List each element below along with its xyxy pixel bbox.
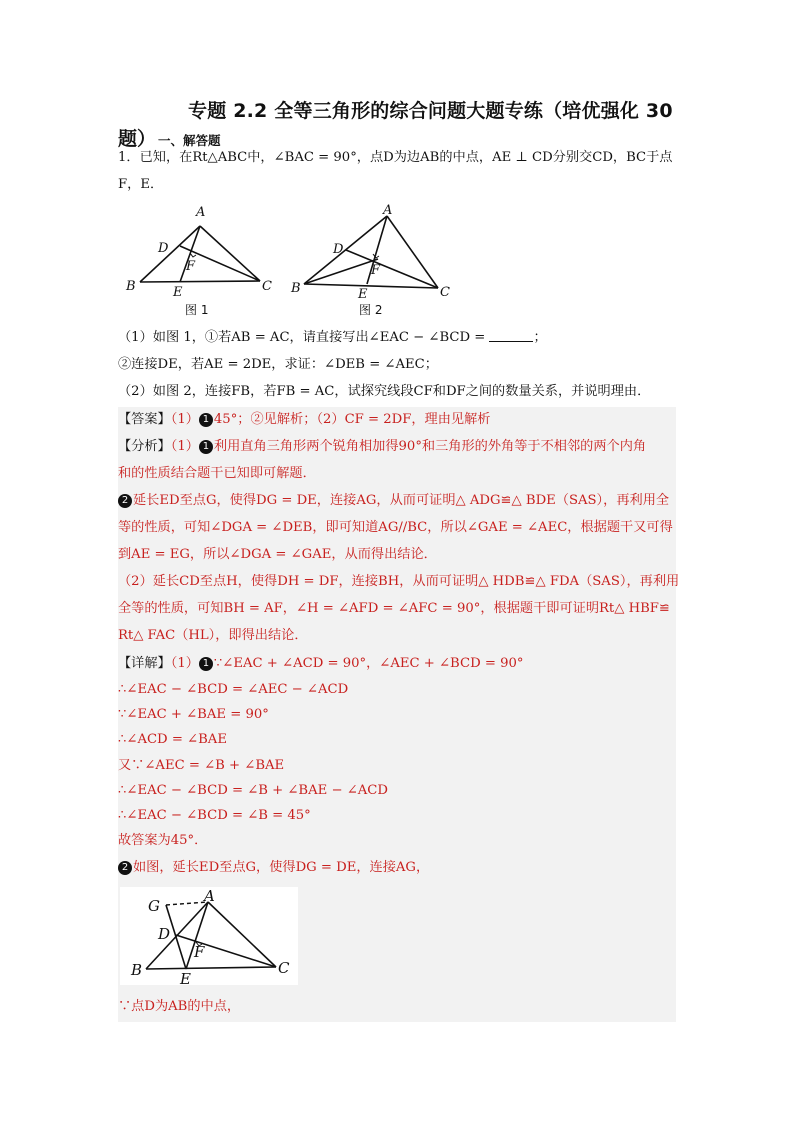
problem-stem-line1: 1．已知，在Rt△ABC中，∠BAC = 90°，点D为边AB的中点，AE ⊥ CD分别交CD，BC于点 [118,150,673,165]
analysis-line-8: Rt△ FAC（HL），即得出结论． [118,628,308,643]
detail-line-9: 2 如图，延长ED至点G，使得DG = DE，连接AG， [118,859,429,877]
detail-line-6: ∴∠EAC − ∠BCD = ∠B + ∠BAE − ∠ACD [118,783,388,798]
section-heading: 一、解答题 [158,133,221,148]
problem-stem-line2: F，E． [118,177,164,192]
figure-3 [120,887,298,985]
fig1-label-d: D [158,241,169,256]
figure-1-caption: 图 1 [185,303,209,317]
detail-line-8: 故答案为45°． [118,833,208,848]
fig1-label-a: A [196,205,206,220]
detail-line-2: ∴∠EAC − ∠BCD = ∠AEC − ∠ACD [118,682,349,697]
answer-blank [489,329,533,342]
page-title-line2: 题） [118,128,157,150]
figure-2-caption: 图 2 [359,303,383,317]
question-2: （2）如图 2，连接FB，若FB = AC，试探究线段CF和DF之间的数量关系，并说明理由． [118,384,651,399]
analysis-line-4: 等的性质，可知∠DGA = ∠DEB，即可知道AG//BC，所以∠GAE = ∠AEC，根据题干又可得 [118,520,673,535]
fig1-label-e: E [173,285,183,300]
detail-line-5: 又∵∠AEC = ∠B + ∠BAE [118,758,285,773]
question-1a: （1）如图 1，①若AB = AC，请直接写出∠EAC − ∠BCD = ； [118,330,547,345]
fig3-label-b: B [131,961,143,979]
fig3-label-e: E [180,970,191,985]
fig1-label-c: C [262,279,272,294]
page-title: 专题 2.2 全等三角形的综合问题大题专练（培优强化 30 [188,100,673,122]
fig1-label-f: F [186,259,196,274]
detail-line-10: ∵点D为AB的中点， [118,999,241,1014]
fig2-label-c: C [440,285,450,300]
analysis-line-1: 【分析】（1） 1 利用直角三角形两个锐角相加得90°和三角形的外角等于不相邻的两个内角 [118,439,647,454]
detail-line-3: ∵∠EAC + ∠BAE = 90° [118,707,269,722]
analysis-line-6: （2）延长CD至点H，使得DH = DF，连接BH，从而可证明△ HDB≌△ FDA（SAS），再利用 [118,574,680,589]
fig3-label-c: C [278,959,290,977]
detail-line-4: ∴∠ACD = ∠BAE [118,732,227,747]
fig3-label-g: G [148,897,160,915]
fig2-label-e: E [358,287,368,302]
answer-line: 【答案】（1） 1 45°；②见解析；（2）CF = 2DF，理由见解析 [118,412,491,427]
figure-1 [122,202,282,322]
detail-line-1: 【详解】（1） 1 ∵∠EAC + ∠ACD = 90°，∠AEC + ∠BCD = 90° [118,656,524,671]
fig2-label-b: B [291,281,301,296]
analysis-line-7: 全等的性质，可知BH = AF，∠H = ∠AFD = ∠AFC = 90°，根据题干即可证明Rt△ HBF≌ [118,601,670,616]
page-title-continued [118,124,221,151]
fig3-label-d: D [158,925,171,943]
fig1-label-b: B [126,279,136,294]
fig3-label-a: A [204,887,215,905]
analysis-line-2: 和的性质结合题干已知即可解题． [118,466,316,481]
detail-line-7: ∴∠EAC − ∠BCD = ∠B = 45° [118,808,311,823]
question-1b: ②连接DE，若AE = 2DE，求证：∠DEB = ∠AEC； [118,357,438,372]
fig2-label-d: D [333,242,344,257]
fig2-label-a: A [383,203,393,218]
fig3-label-f: F [194,943,205,961]
fig2-label-f: F [371,263,381,278]
analysis-line-3: 2 延长ED至点G，使得DG = DE，连接AG，从而可证明△ ADG≌△ BDE（SAS），再利用全 [118,492,669,510]
analysis-line-5: 到AE = EG，所以∠DGA = ∠GAE，从而得出结论． [118,547,437,562]
figure-2 [288,202,458,322]
